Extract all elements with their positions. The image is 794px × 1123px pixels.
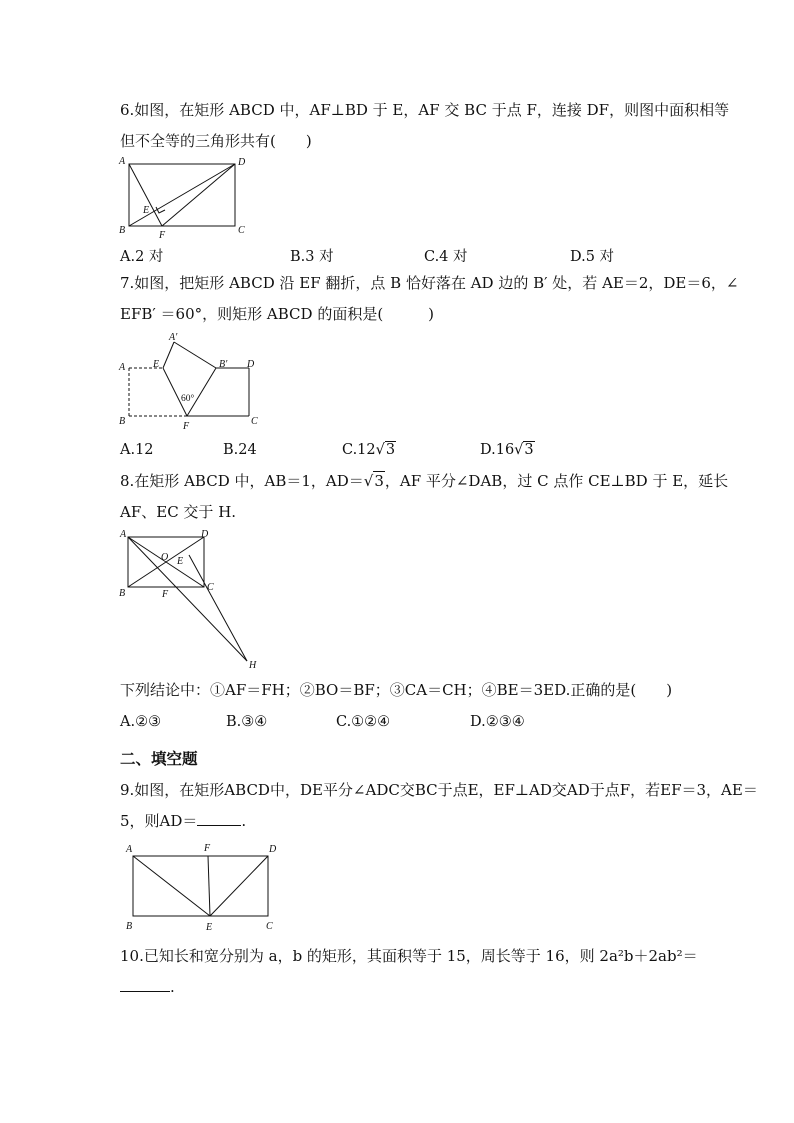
- q9-figure: [120, 838, 285, 933]
- q6-label-c: C: [238, 225, 245, 236]
- q9-rectangle-abcd: [133, 856, 268, 916]
- q9-text-line1: 9.如图，在矩形ABCD中，DE平分∠ADC交BC于点E，EF⊥AD交AD于点F，若EF＝3，AE＝: [120, 781, 758, 799]
- q8-option-d: D.②③④: [470, 714, 525, 730]
- q7-label-a-prime: A′: [169, 332, 178, 343]
- q6-label-a: A: [119, 156, 126, 167]
- q8-radical-ad: √3: [363, 472, 384, 490]
- q8-label-o: O: [161, 552, 169, 563]
- q10-text-line2: .: [120, 977, 175, 997]
- q9-segment-ae: [133, 856, 210, 916]
- q8-figure: [115, 528, 265, 673]
- q9-segment-fe: [208, 856, 210, 916]
- q7-fold-ef: [163, 368, 187, 416]
- q9-text-line2: 5，则AD＝ .: [120, 812, 247, 830]
- q7-figure: [115, 330, 265, 430]
- q8-label-a: A: [120, 529, 127, 540]
- q9-label-d: D: [269, 844, 277, 855]
- q8-line-ah: [128, 537, 247, 661]
- q7-text-line2: EFB′ ＝60°，则矩形 ABCD 的面积是( ): [120, 305, 435, 323]
- q6-label-f: F: [159, 230, 166, 241]
- q7-segment-fb1: [187, 368, 216, 416]
- q7-text-line1: 7.如图，把矩形 ABCD 沿 EF 翻折，点 B 恰好落在 AD 边的 B′ 处，若 AE＝2，DE＝6，∠: [120, 274, 739, 292]
- q7-option-d: D.16√3: [480, 442, 534, 458]
- q6-figure: [115, 155, 250, 240]
- q6-option-c: C.4 对: [424, 249, 468, 265]
- q8-option-a: A.②③: [120, 714, 162, 730]
- q7-option-b: B.24: [223, 442, 257, 458]
- q8-text-line3: 下列结论中：①AF＝FH；②BO＝BF；③CA＝CH；④BE＝3ED.正确的是( ): [120, 681, 673, 699]
- q8-label-f: F: [162, 589, 169, 600]
- q7-label-d: D: [247, 359, 255, 370]
- q6-label-b: B: [119, 225, 126, 236]
- q7-label-a: A: [119, 362, 126, 373]
- q7-label-e: E: [153, 359, 160, 370]
- q7-option-c-radical: √3: [375, 442, 396, 458]
- q6-option-d: D.5 对: [570, 249, 615, 265]
- q7-option-d-radical: √3: [514, 442, 534, 458]
- q8-label-d: D: [201, 529, 209, 540]
- q9-label-e: E: [206, 922, 213, 933]
- q6-text-line1: 6.如图，在矩形 ABCD 中，AF⊥BD 于 E，AF 交 BC 于点 F，连接 DF，则图中面积相等: [120, 101, 730, 119]
- q10-answer-blank[interactable]: [120, 977, 170, 992]
- q8-label-c: C: [207, 582, 214, 593]
- q8-line-eh: [189, 555, 247, 661]
- q9-label-a: A: [126, 844, 133, 855]
- q6-segment-df: [162, 164, 235, 226]
- q7-option-c: C.12√3: [342, 442, 396, 458]
- q6-option-a: A.2 对: [120, 249, 164, 265]
- q7-option-a: A.12: [120, 442, 154, 458]
- q6-text-line2: 但不全等的三角形共有( ): [120, 132, 312, 150]
- q7-angle-label: 60°: [181, 394, 195, 404]
- q8-text-line2: AF、EC 交于 H.: [120, 503, 237, 521]
- q7-label-c: C: [251, 416, 258, 427]
- q9-answer-blank[interactable]: [197, 811, 241, 826]
- q9-label-b: B: [126, 921, 133, 932]
- q6-label-e: E: [143, 205, 150, 216]
- q7-segment-ea1: [163, 342, 174, 368]
- q9-label-f: F: [204, 843, 211, 854]
- q8-label-h: H: [249, 660, 257, 671]
- section-heading-fill-in: 二、填空题: [120, 750, 198, 768]
- q6-diagonal-bd: [129, 164, 235, 226]
- q8-option-b: B.③④: [226, 714, 268, 730]
- q7-label-f: F: [183, 421, 190, 432]
- q6-label-d: D: [238, 157, 246, 168]
- q8-label-b: B: [119, 588, 126, 599]
- q7-segment-a1b1: [174, 342, 216, 368]
- q8-label-e: E: [177, 556, 184, 567]
- q8-option-c: C.①②④: [336, 714, 391, 730]
- q9-segment-de: [210, 856, 268, 916]
- q10-text-line1: 10.已知长和宽分别为 a，b 的矩形，其面积等于 15，周长等于 16，则 2a²b＋2ab²＝: [120, 947, 698, 965]
- q8-text-line1: 8.在矩形 ABCD 中，AB＝1，AD＝√3，AF 平分∠DAB，过 C 点作 CE⊥BD 于 E，延长: [120, 472, 729, 490]
- q6-option-b: B.3 对: [290, 249, 334, 265]
- q7-label-b-prime: B′: [219, 359, 228, 370]
- q7-label-b: B: [119, 416, 126, 427]
- q9-label-c: C: [266, 921, 273, 932]
